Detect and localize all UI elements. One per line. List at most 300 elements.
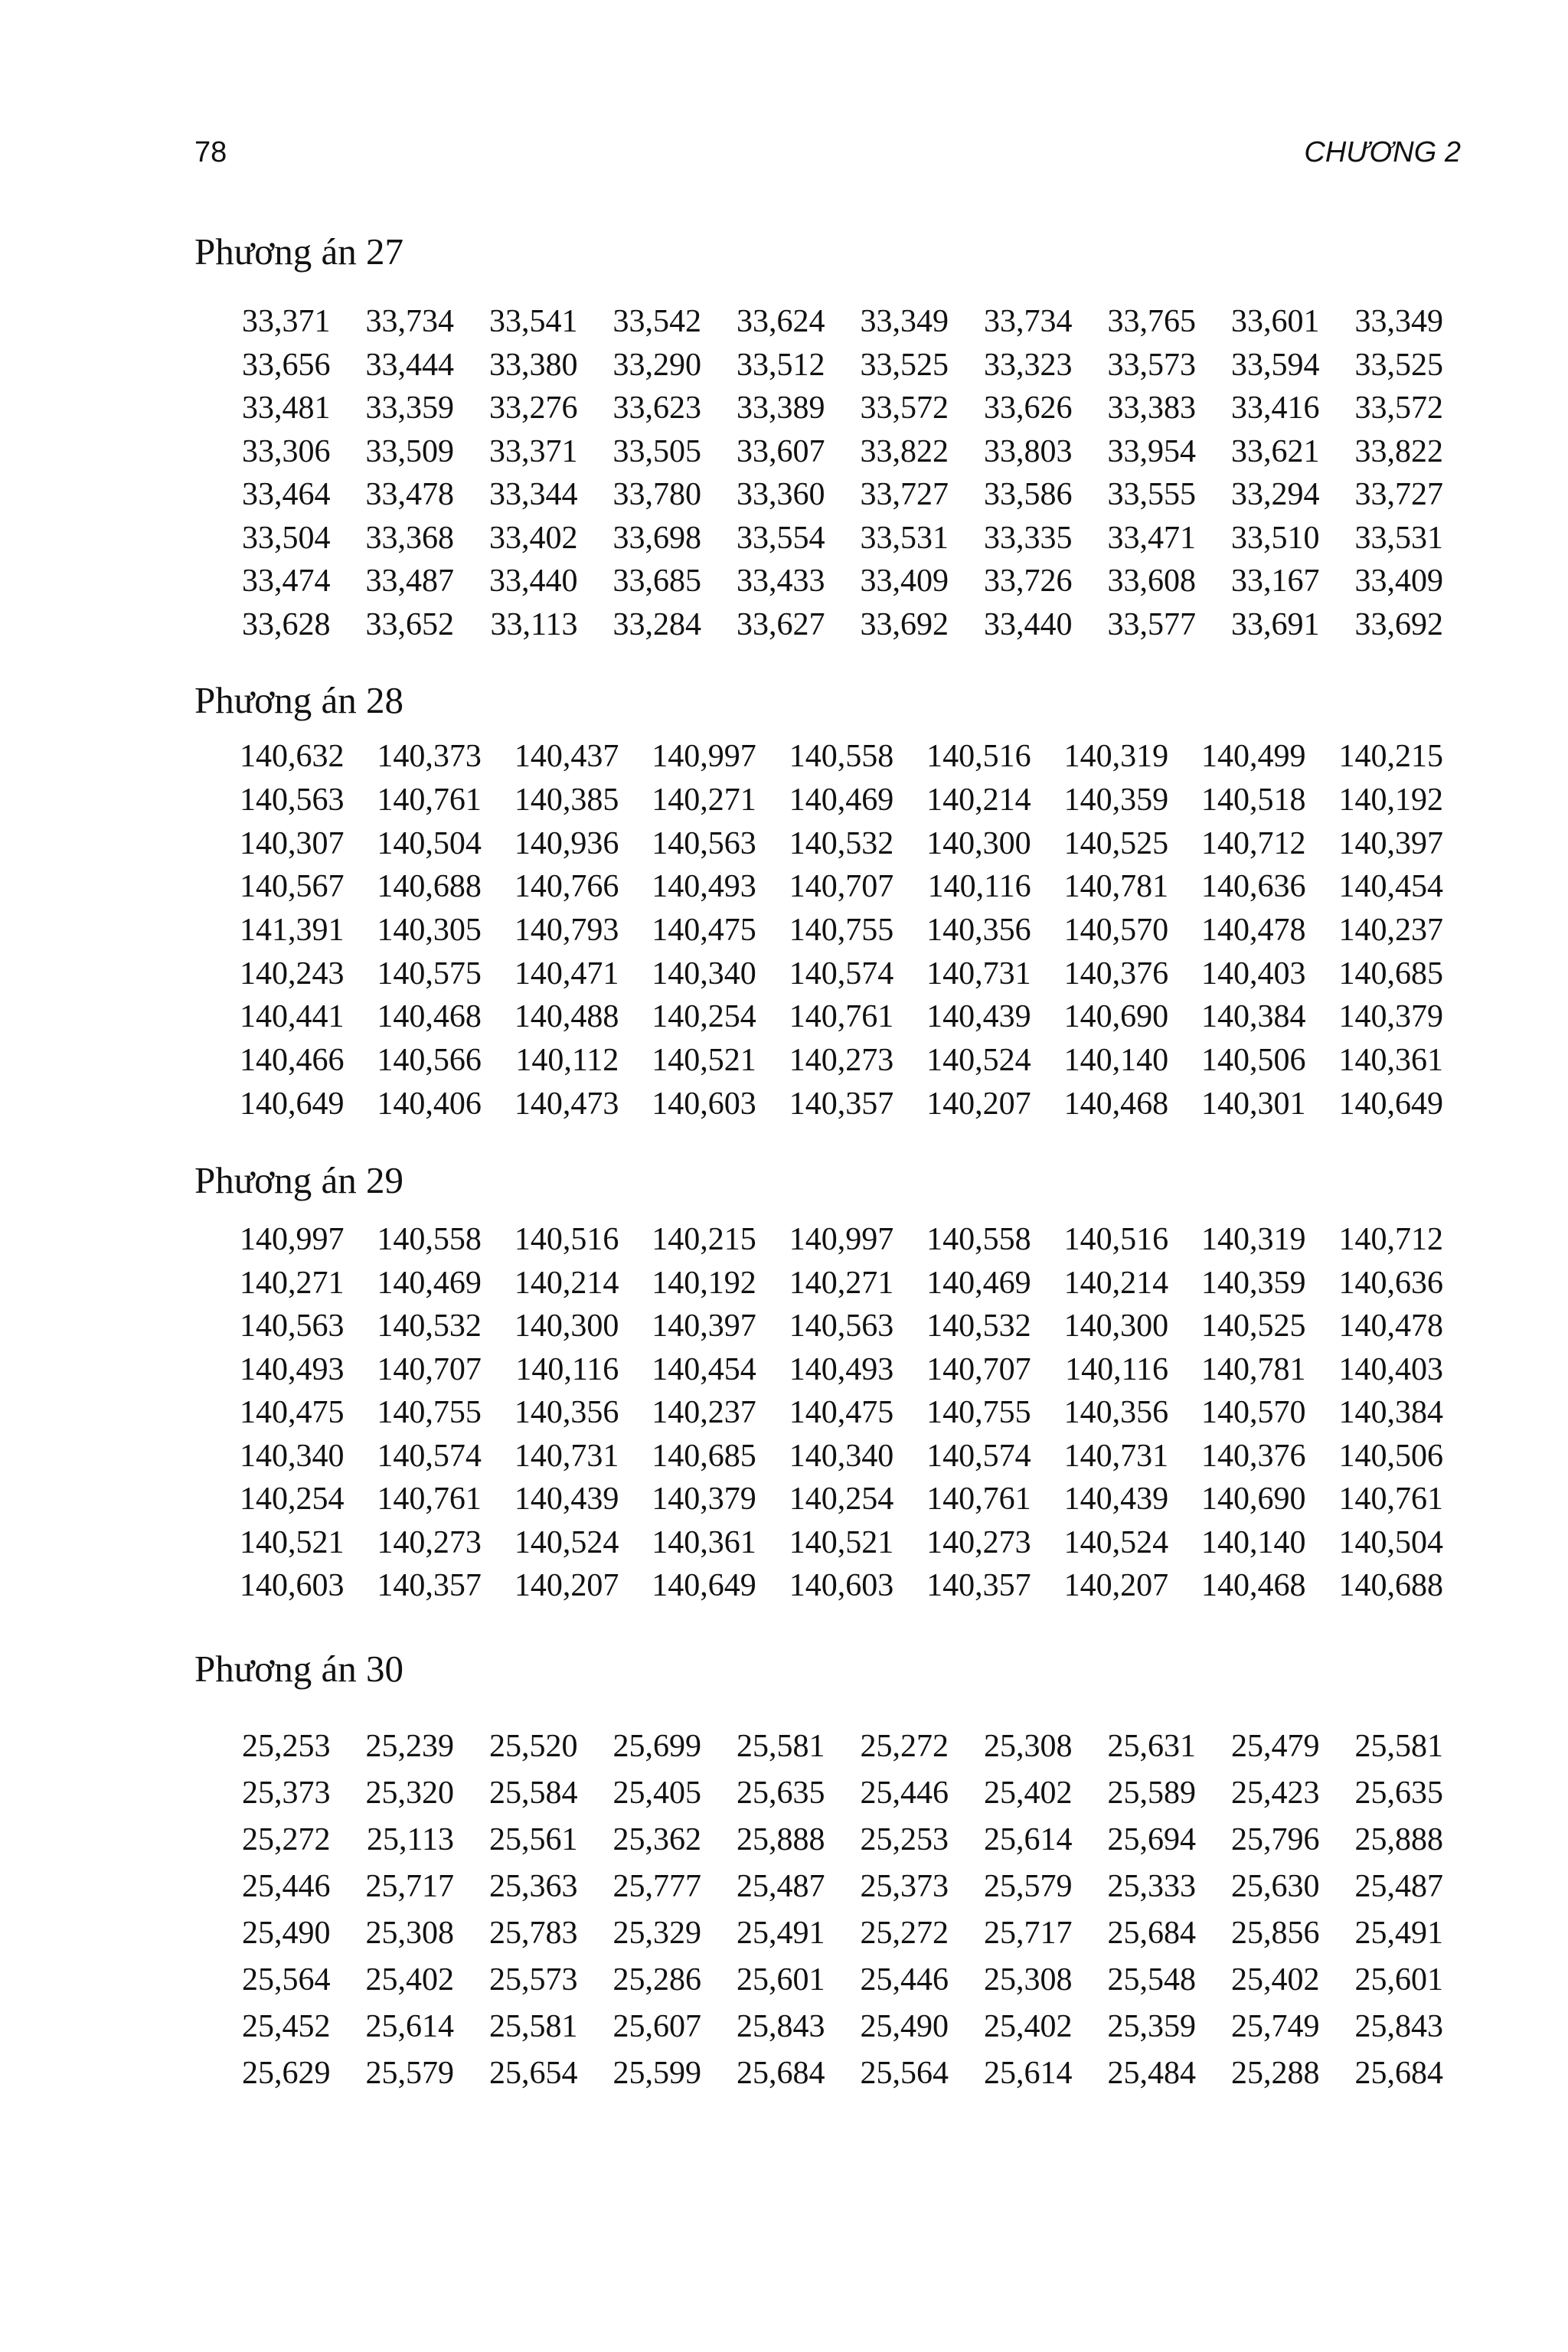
- table-row: [207, 1083, 1443, 1126]
- table-cell: 33,765: [1107, 304, 1196, 340]
- table-cell: 25,684: [737, 2055, 825, 2091]
- table-cell: 25,888: [737, 1821, 825, 1857]
- table-cell: 25,631: [1107, 1728, 1196, 1764]
- table-cell: 140,468: [1063, 1086, 1169, 1122]
- table-cell: 140,254: [652, 999, 756, 1035]
- table-cell: 25,402: [984, 1775, 1073, 1811]
- table-cell: 140,385: [514, 782, 619, 818]
- table-cell: 25,573: [489, 1962, 578, 1998]
- table-cell: 140,574: [377, 1438, 482, 1474]
- table-cell: 33,290: [612, 347, 701, 383]
- table-cell: 140,761: [377, 1481, 482, 1517]
- table-cell: 140,632: [239, 739, 345, 775]
- table-cell: 140,649: [239, 1086, 345, 1122]
- table-cell: 25,684: [1107, 1915, 1196, 1951]
- table-cell: 140,690: [1201, 1481, 1306, 1517]
- table-cell: 140,469: [926, 1265, 1031, 1301]
- table-cell: 140,454: [652, 1351, 756, 1387]
- table-cell: 33,525: [860, 347, 949, 383]
- table-cell: 25,452: [242, 2008, 331, 2044]
- table-cell: 33,727: [1354, 477, 1443, 513]
- table-cell: 140,359: [1063, 782, 1169, 818]
- table-cell: 25,843: [737, 2008, 825, 2044]
- table-cell: 25,717: [984, 1915, 1073, 1951]
- table-cell: 140,781: [1063, 869, 1169, 905]
- chapter-header: CHƯƠNG 2: [1304, 136, 1461, 168]
- table-cell: 33,478: [365, 477, 454, 513]
- table-cell: 140,936: [514, 825, 619, 861]
- table-cell: 25,548: [1107, 1962, 1196, 1998]
- data-table: [207, 300, 1443, 646]
- table-cell: 33,335: [984, 520, 1073, 556]
- table-cell: 33,416: [1231, 390, 1320, 426]
- table-cell: 140,340: [789, 1438, 894, 1474]
- table-cell: 140,707: [789, 869, 894, 905]
- table-cell: 140,471: [514, 956, 619, 991]
- table-cell: 140,761: [1338, 1481, 1443, 1517]
- table-cell: 140,214: [1063, 1265, 1169, 1301]
- table-cell: 140,570: [1201, 1395, 1306, 1431]
- table-row: [207, 560, 1443, 603]
- table-cell: 25,113: [367, 1821, 454, 1857]
- table-cell: 33,402: [489, 520, 578, 556]
- table-cell: 33,624: [737, 304, 825, 340]
- table-cell: 140,116: [515, 1351, 619, 1387]
- table-cell: 25,491: [1354, 1915, 1443, 1951]
- table-cell: 140,603: [652, 1086, 756, 1122]
- table-cell: 140,468: [1201, 1568, 1306, 1604]
- table-cell: 140,300: [1063, 1308, 1169, 1344]
- table-cell: 25,614: [365, 2008, 454, 2044]
- table-cell: 140,271: [239, 1265, 345, 1301]
- table-row: [207, 2050, 1443, 2096]
- table-row: [207, 1039, 1443, 1083]
- table-cell: 25,446: [860, 1962, 949, 1998]
- table-cell: 33,464: [242, 477, 331, 513]
- table-cell: 140,707: [926, 1351, 1031, 1387]
- table-cell: 140,373: [377, 739, 482, 775]
- table-cell: 33,474: [242, 564, 331, 599]
- table-cell: 140,273: [377, 1524, 482, 1560]
- table-cell: 25,564: [242, 1962, 331, 1998]
- table-cell: 33,577: [1107, 606, 1196, 642]
- table-cell: 33,409: [1354, 564, 1443, 599]
- table-cell: 25,589: [1107, 1775, 1196, 1811]
- table-cell: 33,531: [1354, 520, 1443, 556]
- table-cell: 25,359: [1107, 2008, 1196, 2044]
- table-cell: 33,509: [365, 433, 454, 469]
- table-row: [207, 1909, 1443, 1956]
- table-row: [207, 473, 1443, 517]
- table-cell: 140,192: [652, 1265, 756, 1301]
- table-cell: 140,340: [239, 1438, 345, 1474]
- table-cell: 33,542: [612, 304, 701, 340]
- table-cell: 140,466: [239, 1043, 345, 1079]
- table-cell: 25,843: [1354, 2008, 1443, 2044]
- table-cell: 140,384: [1201, 999, 1306, 1035]
- table-cell: 140,566: [377, 1043, 482, 1079]
- table-cell: 140,997: [652, 739, 756, 775]
- table-cell: 140,356: [514, 1395, 619, 1431]
- table-cell: 33,389: [737, 390, 825, 426]
- table-cell: 33,621: [1231, 433, 1320, 469]
- table-cell: 25,363: [489, 1868, 578, 1904]
- table-cell: 140,518: [1201, 782, 1306, 818]
- table-cell: 33,481: [242, 390, 331, 426]
- table-cell: 140,207: [1063, 1568, 1169, 1604]
- table-cell: 140,475: [789, 1395, 894, 1431]
- table-cell: 33,698: [612, 520, 701, 556]
- table-row: [207, 603, 1443, 647]
- table-cell: 140,761: [789, 999, 894, 1035]
- table-cell: 33,608: [1107, 564, 1196, 599]
- table-cell: 140,532: [789, 825, 894, 861]
- table-cell: 140,214: [514, 1265, 619, 1301]
- table-row: [207, 909, 1443, 952]
- table-cell: 25,446: [860, 1775, 949, 1811]
- table-cell: 33,954: [1107, 433, 1196, 469]
- table-cell: 140,690: [1063, 999, 1169, 1035]
- table-cell: 25,239: [365, 1728, 454, 1764]
- table-cell: 140,441: [239, 999, 345, 1035]
- table-cell: 140,384: [1338, 1395, 1443, 1431]
- table-cell: 140,140: [1063, 1043, 1169, 1079]
- table-cell: 25,614: [984, 1821, 1073, 1857]
- table-cell: 140,575: [377, 956, 482, 991]
- table-cell: 25,288: [1231, 2055, 1320, 2091]
- table-cell: 140,574: [926, 1438, 1031, 1474]
- table-cell: 140,376: [1201, 1438, 1306, 1474]
- table-cell: 33,734: [365, 304, 454, 340]
- table-cell: 25,699: [612, 1728, 701, 1764]
- table-cell: 25,286: [612, 1962, 701, 1998]
- table-cell: 140,379: [1338, 999, 1443, 1035]
- table-cell: 140,563: [789, 1308, 894, 1344]
- table-cell: 140,207: [514, 1568, 619, 1604]
- table-row: [207, 1956, 1443, 2003]
- table-cell: 140,273: [789, 1043, 894, 1079]
- table-cell: 140,473: [514, 1086, 619, 1122]
- table-cell: 140,636: [1338, 1265, 1443, 1301]
- table-row: [207, 1262, 1443, 1305]
- table-cell: 140,488: [514, 999, 619, 1035]
- table-cell: 140,688: [1338, 1568, 1443, 1604]
- table-cell: 33,623: [612, 390, 701, 426]
- table-cell: 140,357: [377, 1568, 482, 1604]
- table-cell: 33,371: [489, 433, 578, 469]
- table-cell: 140,558: [926, 1222, 1031, 1258]
- table-cell: 25,320: [365, 1775, 454, 1811]
- table-cell: 140,356: [926, 913, 1031, 949]
- table-cell: 140,532: [377, 1308, 482, 1344]
- table-cell: 25,717: [365, 1868, 454, 1904]
- table-cell: 140,570: [1063, 913, 1169, 949]
- table-cell: 33,487: [365, 564, 454, 599]
- table-cell: 140,214: [926, 782, 1031, 818]
- table-cell: 33,440: [984, 606, 1073, 642]
- table-cell: 140,305: [377, 913, 482, 949]
- table-cell: 33,822: [1354, 433, 1443, 469]
- table-cell: 140,603: [239, 1568, 345, 1604]
- table-row: [207, 1348, 1443, 1392]
- table-cell: 140,273: [926, 1524, 1031, 1560]
- table-cell: 25,584: [489, 1775, 578, 1811]
- table-cell: 140,558: [377, 1222, 482, 1258]
- table-cell: 33,505: [612, 433, 701, 469]
- table-cell: 140,524: [926, 1043, 1031, 1079]
- table-cell: 140,437: [514, 739, 619, 775]
- table-cell: 140,237: [652, 1395, 756, 1431]
- table-cell: 25,272: [860, 1915, 949, 1951]
- table-row: [207, 995, 1443, 1039]
- table-cell: 140,406: [377, 1086, 482, 1122]
- table-cell: 140,300: [926, 825, 1031, 861]
- table-cell: 140,525: [1201, 1308, 1306, 1344]
- table-cell: 140,478: [1201, 913, 1306, 949]
- table-cell: 140,532: [926, 1308, 1031, 1344]
- table-cell: 140,516: [1063, 1222, 1169, 1258]
- table-cell: 33,573: [1107, 347, 1196, 383]
- table-cell: 33,734: [984, 304, 1073, 340]
- section-title: Phương án 28: [194, 679, 403, 721]
- page-number: 78: [194, 136, 227, 168]
- table-row: [207, 1521, 1443, 1565]
- table-row: [207, 1816, 1443, 1863]
- table-cell: 140,271: [789, 1265, 894, 1301]
- table-cell: 25,777: [612, 1868, 701, 1904]
- table-cell: 140,649: [1338, 1086, 1443, 1122]
- table-cell: 25,333: [1107, 1868, 1196, 1904]
- table-cell: 33,541: [489, 304, 578, 340]
- table-cell: 140,307: [239, 825, 345, 861]
- table-cell: 140,478: [1338, 1308, 1443, 1344]
- section-title: Phương án 27: [194, 230, 403, 273]
- table-cell: 25,402: [365, 1962, 454, 1998]
- table-cell: 25,694: [1107, 1821, 1196, 1857]
- table-cell: 140,997: [239, 1222, 345, 1258]
- table-cell: 25,654: [489, 2055, 578, 2091]
- table-cell: 25,601: [737, 1962, 825, 1998]
- table-row: [207, 430, 1443, 474]
- table-cell: 140,254: [239, 1481, 345, 1517]
- table-row: [207, 952, 1443, 995]
- table-cell: 33,692: [1354, 606, 1443, 642]
- table-cell: 33,344: [489, 477, 578, 513]
- table-cell: 140,712: [1338, 1222, 1443, 1258]
- table-cell: 140,707: [377, 1351, 482, 1387]
- table-cell: 33,627: [737, 606, 825, 642]
- table-cell: 33,167: [1231, 564, 1320, 599]
- table-cell: 140,574: [789, 956, 894, 991]
- table-cell: 25,487: [1354, 1868, 1443, 1904]
- table-cell: 25,253: [860, 1821, 949, 1857]
- table-cell: 140,116: [1065, 1351, 1169, 1387]
- table-cell: 140,563: [239, 782, 345, 818]
- table-cell: 140,112: [515, 1043, 619, 1079]
- table-cell: 25,601: [1354, 1962, 1443, 1998]
- table-cell: 140,506: [1201, 1043, 1306, 1079]
- table-cell: 33,586: [984, 477, 1073, 513]
- table-cell: 140,755: [789, 913, 894, 949]
- table-cell: 140,761: [377, 782, 482, 818]
- table-cell: 25,614: [984, 2055, 1073, 2091]
- table-cell: 25,783: [489, 1915, 578, 1951]
- table-cell: 33,726: [984, 564, 1073, 599]
- table-cell: 25,329: [612, 1915, 701, 1951]
- table-cell: 141,391: [239, 913, 345, 949]
- table-cell: 140,403: [1201, 956, 1306, 991]
- table-cell: 140,563: [652, 825, 756, 861]
- table-cell: 140,403: [1338, 1351, 1443, 1387]
- table-cell: 25,520: [489, 1728, 578, 1764]
- table-cell: 33,284: [612, 606, 701, 642]
- table-cell: 140,254: [789, 1481, 894, 1517]
- table-cell: 33,504: [242, 520, 331, 556]
- table-cell: 25,423: [1231, 1775, 1320, 1811]
- table-cell: 25,579: [365, 2055, 454, 2091]
- table-cell: 140,454: [1338, 869, 1443, 905]
- table-cell: 140,300: [514, 1308, 619, 1344]
- table-cell: 33,440: [489, 564, 578, 599]
- table-cell: 140,243: [239, 956, 345, 991]
- table-cell: 33,525: [1354, 347, 1443, 383]
- table-cell: 25,684: [1354, 2055, 1443, 2091]
- table-cell: 25,629: [242, 2055, 331, 2091]
- table-cell: 140,766: [514, 869, 619, 905]
- table-row: [207, 1769, 1443, 1816]
- table-cell: 140,237: [1338, 913, 1443, 949]
- table-cell: 140,215: [652, 1222, 756, 1258]
- table-cell: 25,490: [242, 1915, 331, 1951]
- table-cell: 33,360: [737, 477, 825, 513]
- table-cell: 140,469: [377, 1265, 482, 1301]
- table-cell: 140,319: [1063, 739, 1169, 775]
- table-cell: 25,888: [1354, 1821, 1443, 1857]
- table-cell: 33,276: [489, 390, 578, 426]
- table-cell: 25,253: [242, 1728, 331, 1764]
- table-cell: 140,397: [652, 1308, 756, 1344]
- table-cell: 25,487: [737, 1868, 825, 1904]
- table-cell: 25,581: [737, 1728, 825, 1764]
- table-cell: 33,554: [737, 520, 825, 556]
- table-cell: 140,685: [652, 1438, 756, 1474]
- table-row: [207, 2003, 1443, 2050]
- table-cell: 140,357: [926, 1568, 1031, 1604]
- table-row: [207, 822, 1443, 865]
- table-cell: 33,803: [984, 433, 1073, 469]
- table-cell: 25,749: [1231, 2008, 1320, 2044]
- table-cell: 33,572: [860, 390, 949, 426]
- table-cell: 140,755: [926, 1395, 1031, 1431]
- table-cell: 140,439: [514, 1481, 619, 1517]
- table-cell: 33,685: [612, 564, 701, 599]
- table-cell: 140,506: [1338, 1438, 1443, 1474]
- table-cell: 25,856: [1231, 1915, 1320, 1951]
- table-cell: 140,516: [514, 1222, 619, 1258]
- table-cell: 33,531: [860, 520, 949, 556]
- table-cell: 140,493: [652, 869, 756, 905]
- table-cell: 140,379: [652, 1481, 756, 1517]
- table-cell: 140,499: [1201, 739, 1306, 775]
- table-cell: 33,555: [1107, 477, 1196, 513]
- table-cell: 140,504: [377, 825, 482, 861]
- table-cell: 25,308: [365, 1915, 454, 1951]
- table-cell: 25,373: [860, 1868, 949, 1904]
- table-cell: 25,491: [737, 1915, 825, 1951]
- table-cell: 140,493: [789, 1351, 894, 1387]
- table-row: [207, 865, 1443, 909]
- table-cell: 140,781: [1201, 1351, 1306, 1387]
- data-table: [207, 735, 1443, 1125]
- table-cell: 25,581: [1354, 1728, 1443, 1764]
- table-cell: 140,357: [789, 1086, 894, 1122]
- table-cell: 25,272: [860, 1728, 949, 1764]
- table-cell: 140,361: [1338, 1043, 1443, 1079]
- table-cell: 140,356: [1063, 1395, 1169, 1431]
- table-cell: 140,558: [789, 739, 894, 775]
- table-cell: 25,561: [489, 1821, 578, 1857]
- table-cell: 140,493: [239, 1351, 345, 1387]
- table-row: [207, 1305, 1443, 1348]
- table-cell: 140,116: [927, 869, 1031, 905]
- table-cell: 33,656: [242, 347, 331, 383]
- table-cell: 33,572: [1354, 390, 1443, 426]
- table-cell: 33,113: [490, 606, 578, 642]
- table-row: [207, 344, 1443, 387]
- table-cell: 140,397: [1338, 825, 1443, 861]
- table-cell: 140,301: [1201, 1086, 1306, 1122]
- table-cell: 33,822: [860, 433, 949, 469]
- table-cell: 33,594: [1231, 347, 1320, 383]
- table-cell: 25,581: [489, 2008, 578, 2044]
- table-row: [207, 1478, 1443, 1521]
- table-cell: 33,323: [984, 347, 1073, 383]
- table-cell: 140,603: [789, 1568, 894, 1604]
- table-cell: 25,308: [984, 1962, 1073, 1998]
- table-row: [207, 1391, 1443, 1435]
- table-cell: 33,607: [737, 433, 825, 469]
- table-row: [207, 1723, 1443, 1769]
- table-cell: 25,479: [1231, 1728, 1320, 1764]
- table-cell: 140,761: [926, 1481, 1031, 1517]
- table-cell: 25,607: [612, 2008, 701, 2044]
- table-cell: 140,140: [1201, 1524, 1306, 1560]
- table-cell: 25,402: [1231, 1962, 1320, 1998]
- table-row: [207, 1218, 1443, 1262]
- table-cell: 33,780: [612, 477, 701, 513]
- table-cell: 33,380: [489, 347, 578, 383]
- table-cell: 140,469: [789, 782, 894, 818]
- section-title: Phương án 29: [194, 1159, 403, 1201]
- table-cell: 140,731: [514, 1438, 619, 1474]
- table-cell: 33,433: [737, 564, 825, 599]
- table-row: [207, 735, 1443, 779]
- table-cell: 140,516: [926, 739, 1031, 775]
- table-cell: 140,504: [1338, 1524, 1443, 1560]
- table-cell: 140,525: [1063, 825, 1169, 861]
- table-cell: 140,192: [1338, 782, 1443, 818]
- table-row: [207, 300, 1443, 344]
- table-cell: 140,524: [514, 1524, 619, 1560]
- section-title: Phương án 30: [194, 1648, 403, 1690]
- table-row: [207, 387, 1443, 430]
- table-cell: 33,294: [1231, 477, 1320, 513]
- table-cell: 140,524: [1063, 1524, 1169, 1560]
- data-table: [207, 1723, 1443, 2096]
- table-cell: 140,361: [652, 1524, 756, 1560]
- table-cell: 140,439: [926, 999, 1031, 1035]
- table-cell: 25,796: [1231, 1821, 1320, 1857]
